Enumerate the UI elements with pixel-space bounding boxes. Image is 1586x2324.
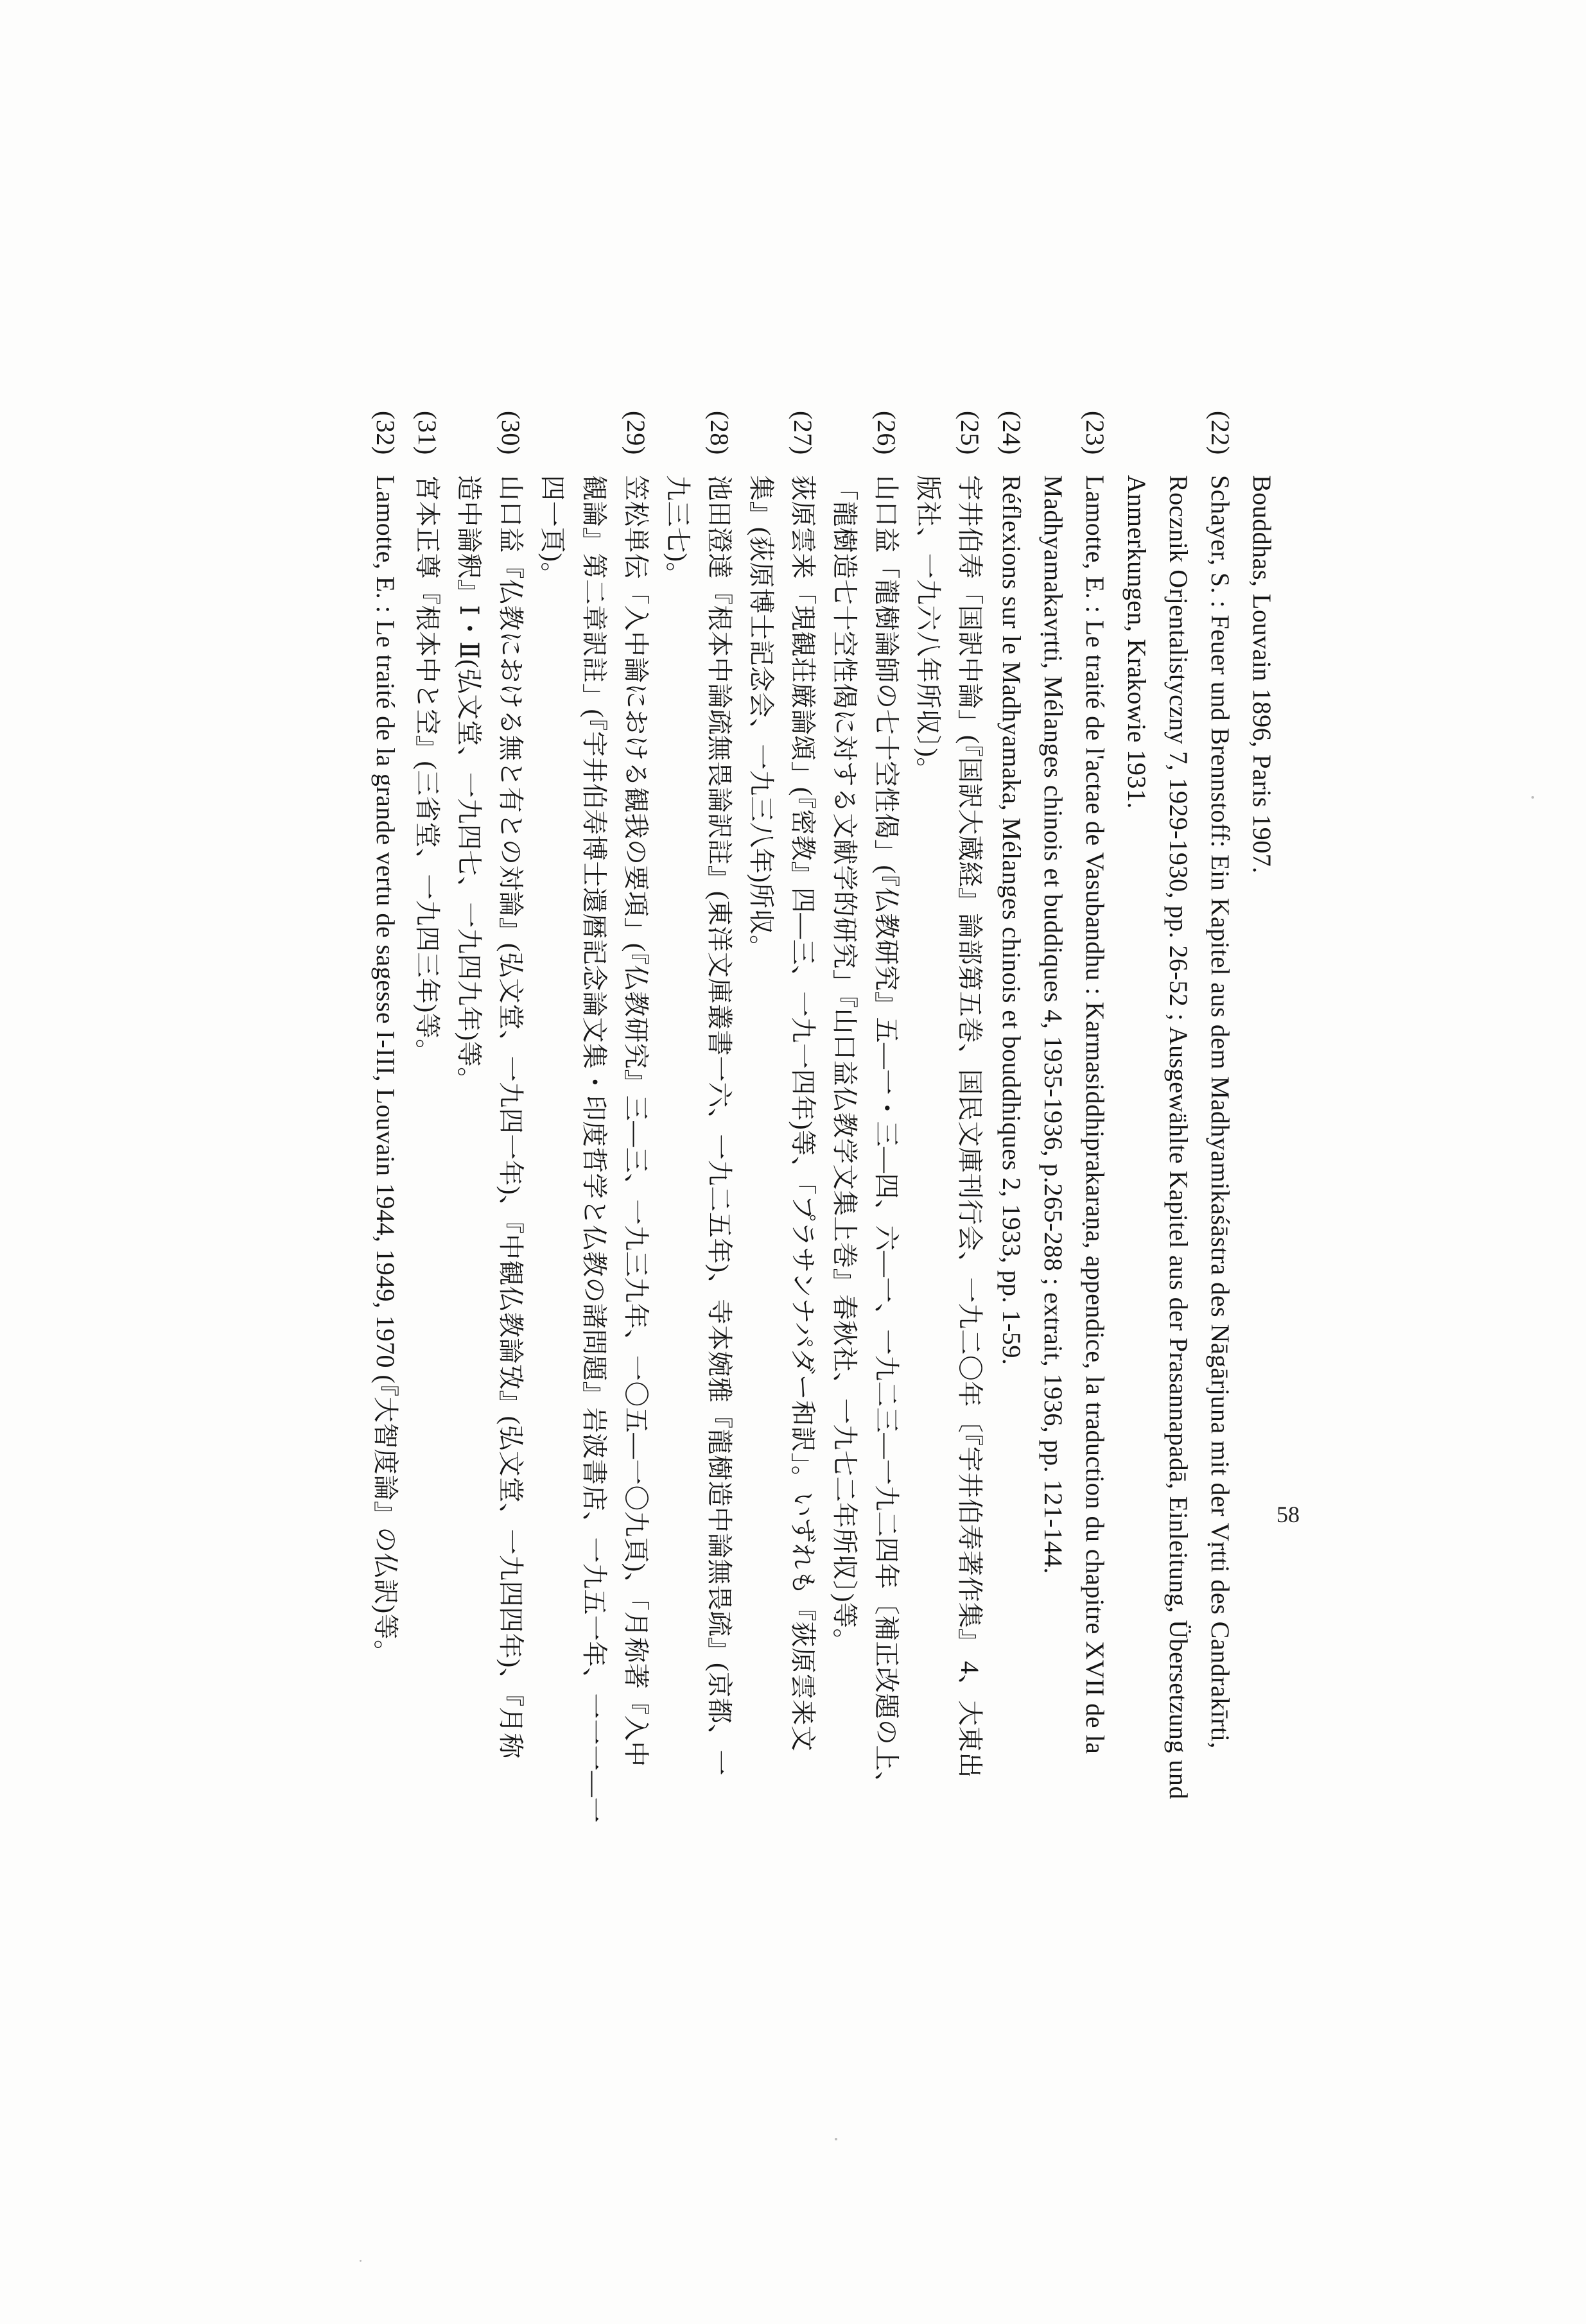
footnote-text: 「龍樹造七十空性偈に対する文献学的研究」『山口益仏教学文集上巻』春秋社、一九七二年所収〕)等。: [830, 475, 859, 1654]
footnote-line: [408, 411, 446, 1065]
footnote-text: 集』(荻原博士記念会、一九三八年)所収。: [747, 475, 776, 961]
footnote-continuation-line: [909, 475, 947, 783]
footnote-text: 宇井伯寿「国訳中論」(『国訳大蔵経』論部第五巻、国民文庫刊行会、一九二〇年〔『宇井伯寿著作集』 4、大東出: [955, 475, 984, 1778]
footnote-continuation-line: [533, 475, 571, 588]
footnote-number: (32): [371, 411, 400, 455]
footnote-number: (31): [413, 411, 442, 455]
footnote-number: (23): [1081, 411, 1110, 455]
footnote-number: (22): [1206, 411, 1235, 455]
footnote-text: 観論』第二章訳註」(『宇井伯寿博士還暦記念論文集・印度哲学と仏教の諸問題』岩波書店、一九五一年、一一一―一: [580, 475, 609, 1823]
footnote-text: Madhyamakavṛtti, Mélanges chinois et buddiques 4, 1935-1936, p.265-288 ; extrait, 1936, pp. 121-144.: [1039, 475, 1068, 1574]
footnote-continuation-line: [742, 475, 780, 961]
footnote-text: Bouddhas, Louvain 1896, Paris 1907.: [1248, 475, 1277, 874]
footnote-number: (28): [705, 411, 734, 455]
footnote-continuation-line: [658, 475, 697, 588]
scan-speck: [360, 2260, 362, 2262]
footnote-line: [867, 411, 905, 1797]
footnote-number: (30): [496, 411, 525, 455]
footnote-continuation-line: [1242, 475, 1281, 874]
footnote-text: Schayer, S. : Feuer und Brennstoff: Ein Kapitel aus dem Madhyamikaśāstra des Nāgārjuna mit der Vṛtti des Candrakīrti,: [1206, 475, 1235, 1749]
footnote-text: 宮本正尊『根本中と空』(三省堂、一九四三年)等。: [413, 475, 442, 1065]
footnote-text: Rocznik Orjentalistyczny 7, 1929-1930, pp. 26-52 ; Ausgewählte Kapitel aus der Prasannapadā, Einleitung, Übersetzung und: [1164, 475, 1193, 1799]
footnote-line: [366, 411, 405, 1666]
footnote-text: Anmerkungen, Krakowie 1931.: [1122, 475, 1151, 810]
footnote-line: [616, 411, 655, 1767]
footnote-continuation-line: [825, 475, 864, 1654]
footnote-line: [950, 411, 989, 1778]
footnote-text: 笠松単伝「入中論における観我の要項」(『仏教研究』三―三、一九三九年、一〇五―一〇九頁)、「月称著『入中: [622, 475, 650, 1767]
footnote-continuation-line: [1117, 475, 1156, 809]
footnote-text: 山口益『仏教における無と有との対論』(弘文堂、一九四一年)、『中観仏教論攷』(弘文堂、一九四四年)、『月称: [496, 475, 525, 1759]
footnote-line: [1076, 411, 1114, 1754]
scan-speck: [835, 2138, 837, 2140]
scan-speck: [1531, 796, 1534, 799]
footnote-continuation-line: [449, 475, 488, 1093]
footnote-continuation-line: [1159, 475, 1198, 1799]
footnote-continuation-line: [575, 475, 613, 1823]
footnote-line: [1201, 411, 1239, 1749]
footnote-number: (29): [622, 411, 650, 455]
footnote-number: (27): [789, 411, 817, 455]
footnote-text: 造中論釈』Ⅰ・Ⅱ(弘文堂、一九四七、一九四九年)等。: [455, 475, 484, 1093]
footnote-text: Réflexions sur le Madhyamaka, Mélanges chinois et bouddhiques 2, 1933, pp. 1-59.: [997, 475, 1026, 1366]
footnote-number: (26): [872, 411, 901, 455]
footnote-line: [491, 411, 530, 1759]
footnote-block: [356, 411, 1281, 1862]
footnote-text: 四一頁)。: [538, 475, 567, 588]
footnote-number: (24): [997, 411, 1026, 455]
footnote-text: 九三七)。: [663, 475, 692, 588]
footnote-line: [992, 411, 1031, 1365]
footnote-line: [783, 411, 822, 1751]
footnote-text: 荻原雲来「現観荘厳論頌」(『密教』四―三、一九一四年)等、「プラサンナパダー和訳」。いずれも『荻原雲来文: [789, 475, 817, 1752]
footnote-text: 池田澄達『根本中論疏無畏論訳註』(東洋文庫叢書一六、一九二五年)、寺本婉雅『龍樹造中論無畏疏』(京都、一: [705, 475, 734, 1776]
footnote-text: Lamotte, E. : Le traité de la grande vertu de sagesse I-III, Louvain 1944, 1949, 1970 (『大智度論』の仏訳)等。: [371, 475, 400, 1666]
footnote-continuation-line: [1034, 475, 1072, 1574]
footnote-text: 版社、一九六八年所収〕)。: [914, 475, 943, 783]
footnote-line: [700, 411, 738, 1776]
page-number: 58: [1277, 1502, 1300, 1527]
footnote-text: 山口益「龍樹論師の七十空性偈」(『仏教研究』五―一・三―四、六―一、一九二三―一九二四年〔補正改題の上、: [872, 475, 901, 1798]
footnote-text: Lamotte, E. : Le traité de l'actae de Vasubandhu : Karmasiddhiprakaraṇa, appendice, la traduction du chapitre XVII de la: [1081, 475, 1110, 1755]
footnote-number: (25): [955, 411, 984, 455]
